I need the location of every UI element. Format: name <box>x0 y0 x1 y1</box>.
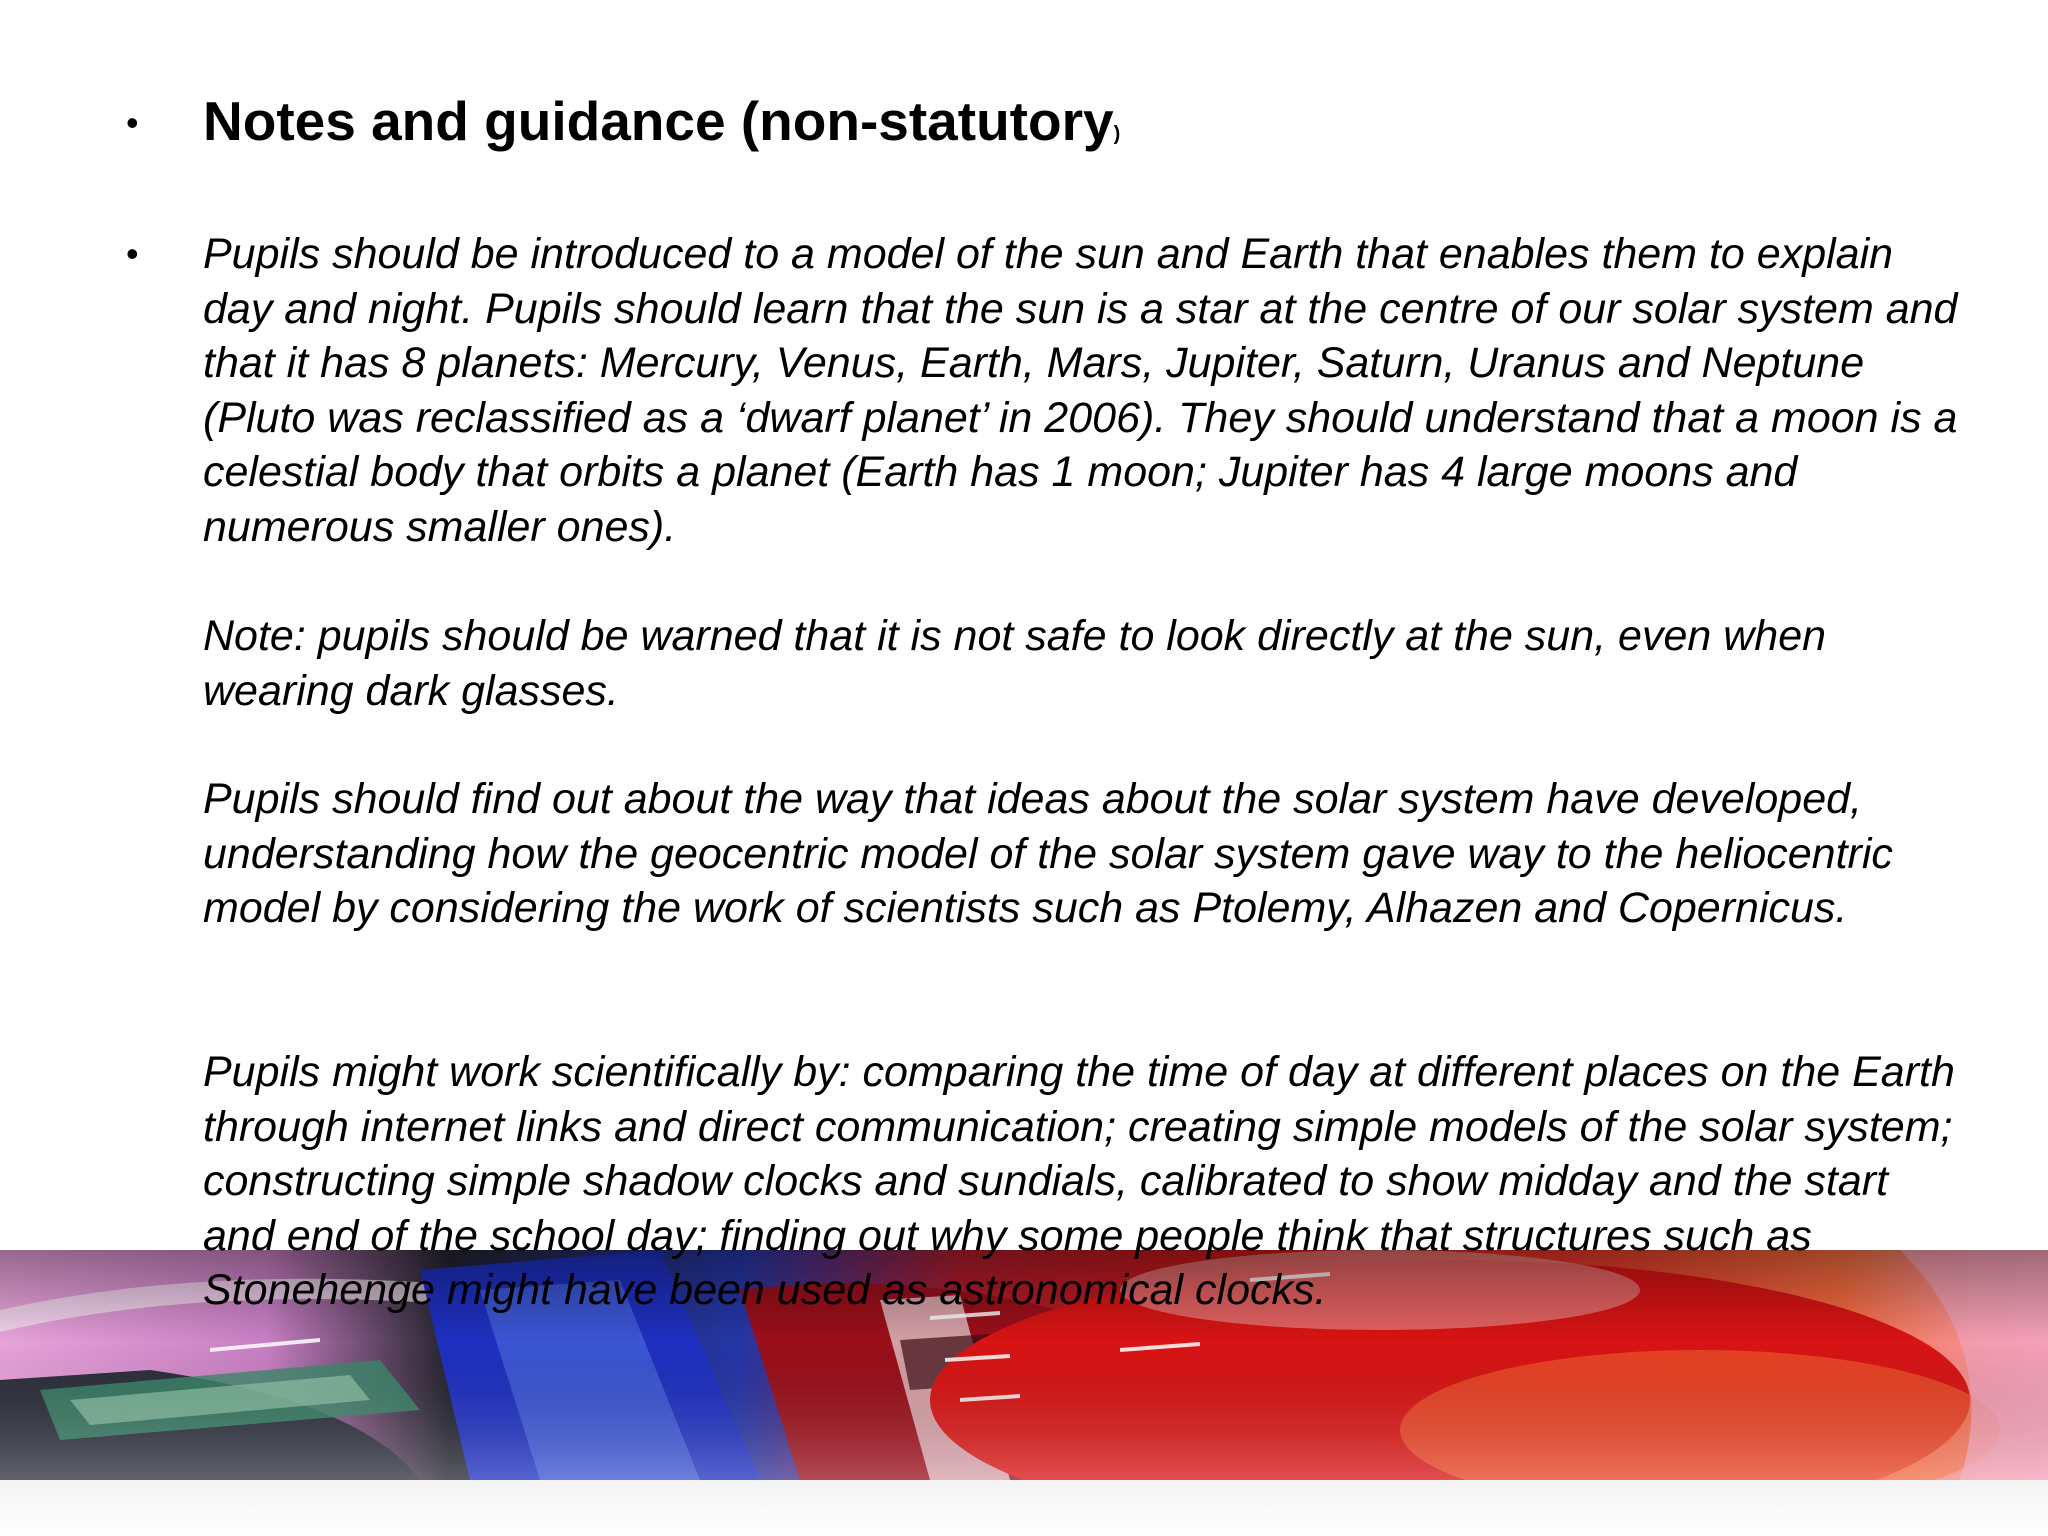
body-bullet: • <box>126 233 139 274</box>
heading-bullet: • <box>126 102 139 143</box>
paragraph-history-of-models: Pupils should find out about the way that ideas about the solar system have developed, understanding how the geocentric model of the solar system gave way to the heliocentric model by considering the work of scientists such as Ptolemy, Alhazen and Copernicus. <box>203 775 1893 932</box>
paragraph-working-scientifically: Pupils might work scientifically by: comparing the time of day at different places on the Earth through internet links and direct communication; creating simple models of the solar system; constructing simple shadow clocks and sundials, calibrated to show midday and the start and end of the school day; finding out why some people think that structures such as Stonehenge might have been used as astronomical clocks. <box>203 1048 1955 1314</box>
paragraph-solar-model: Pupils should be introduced to a model of the sun and Earth that enables them to explain day and night. Pupils should learn that the sun is a star at the centre of our solar system and that it has 8 planets: Mercury, Venus, Earth, Mars, Jupiter, Saturn, Uranus and Neptune (Pluto was reclassified as a ‘dwarf planet’ in 2006). They should understand that a moon is a celestial body that orbits a planet (Earth has 1 moon; Jupiter has 4 large moons and numerous smaller ones). <box>203 230 1958 551</box>
heading-text: Notes and guidance (non-statutory <box>203 90 1114 152</box>
heading-closing-paren: ) <box>1113 123 1121 145</box>
slide-heading <box>203 88 1120 167</box>
paragraph-sun-safety-note: Note: pupils should be warned that it is not safe to look directly at the sun, even when wearing dark glasses. <box>203 612 1827 715</box>
